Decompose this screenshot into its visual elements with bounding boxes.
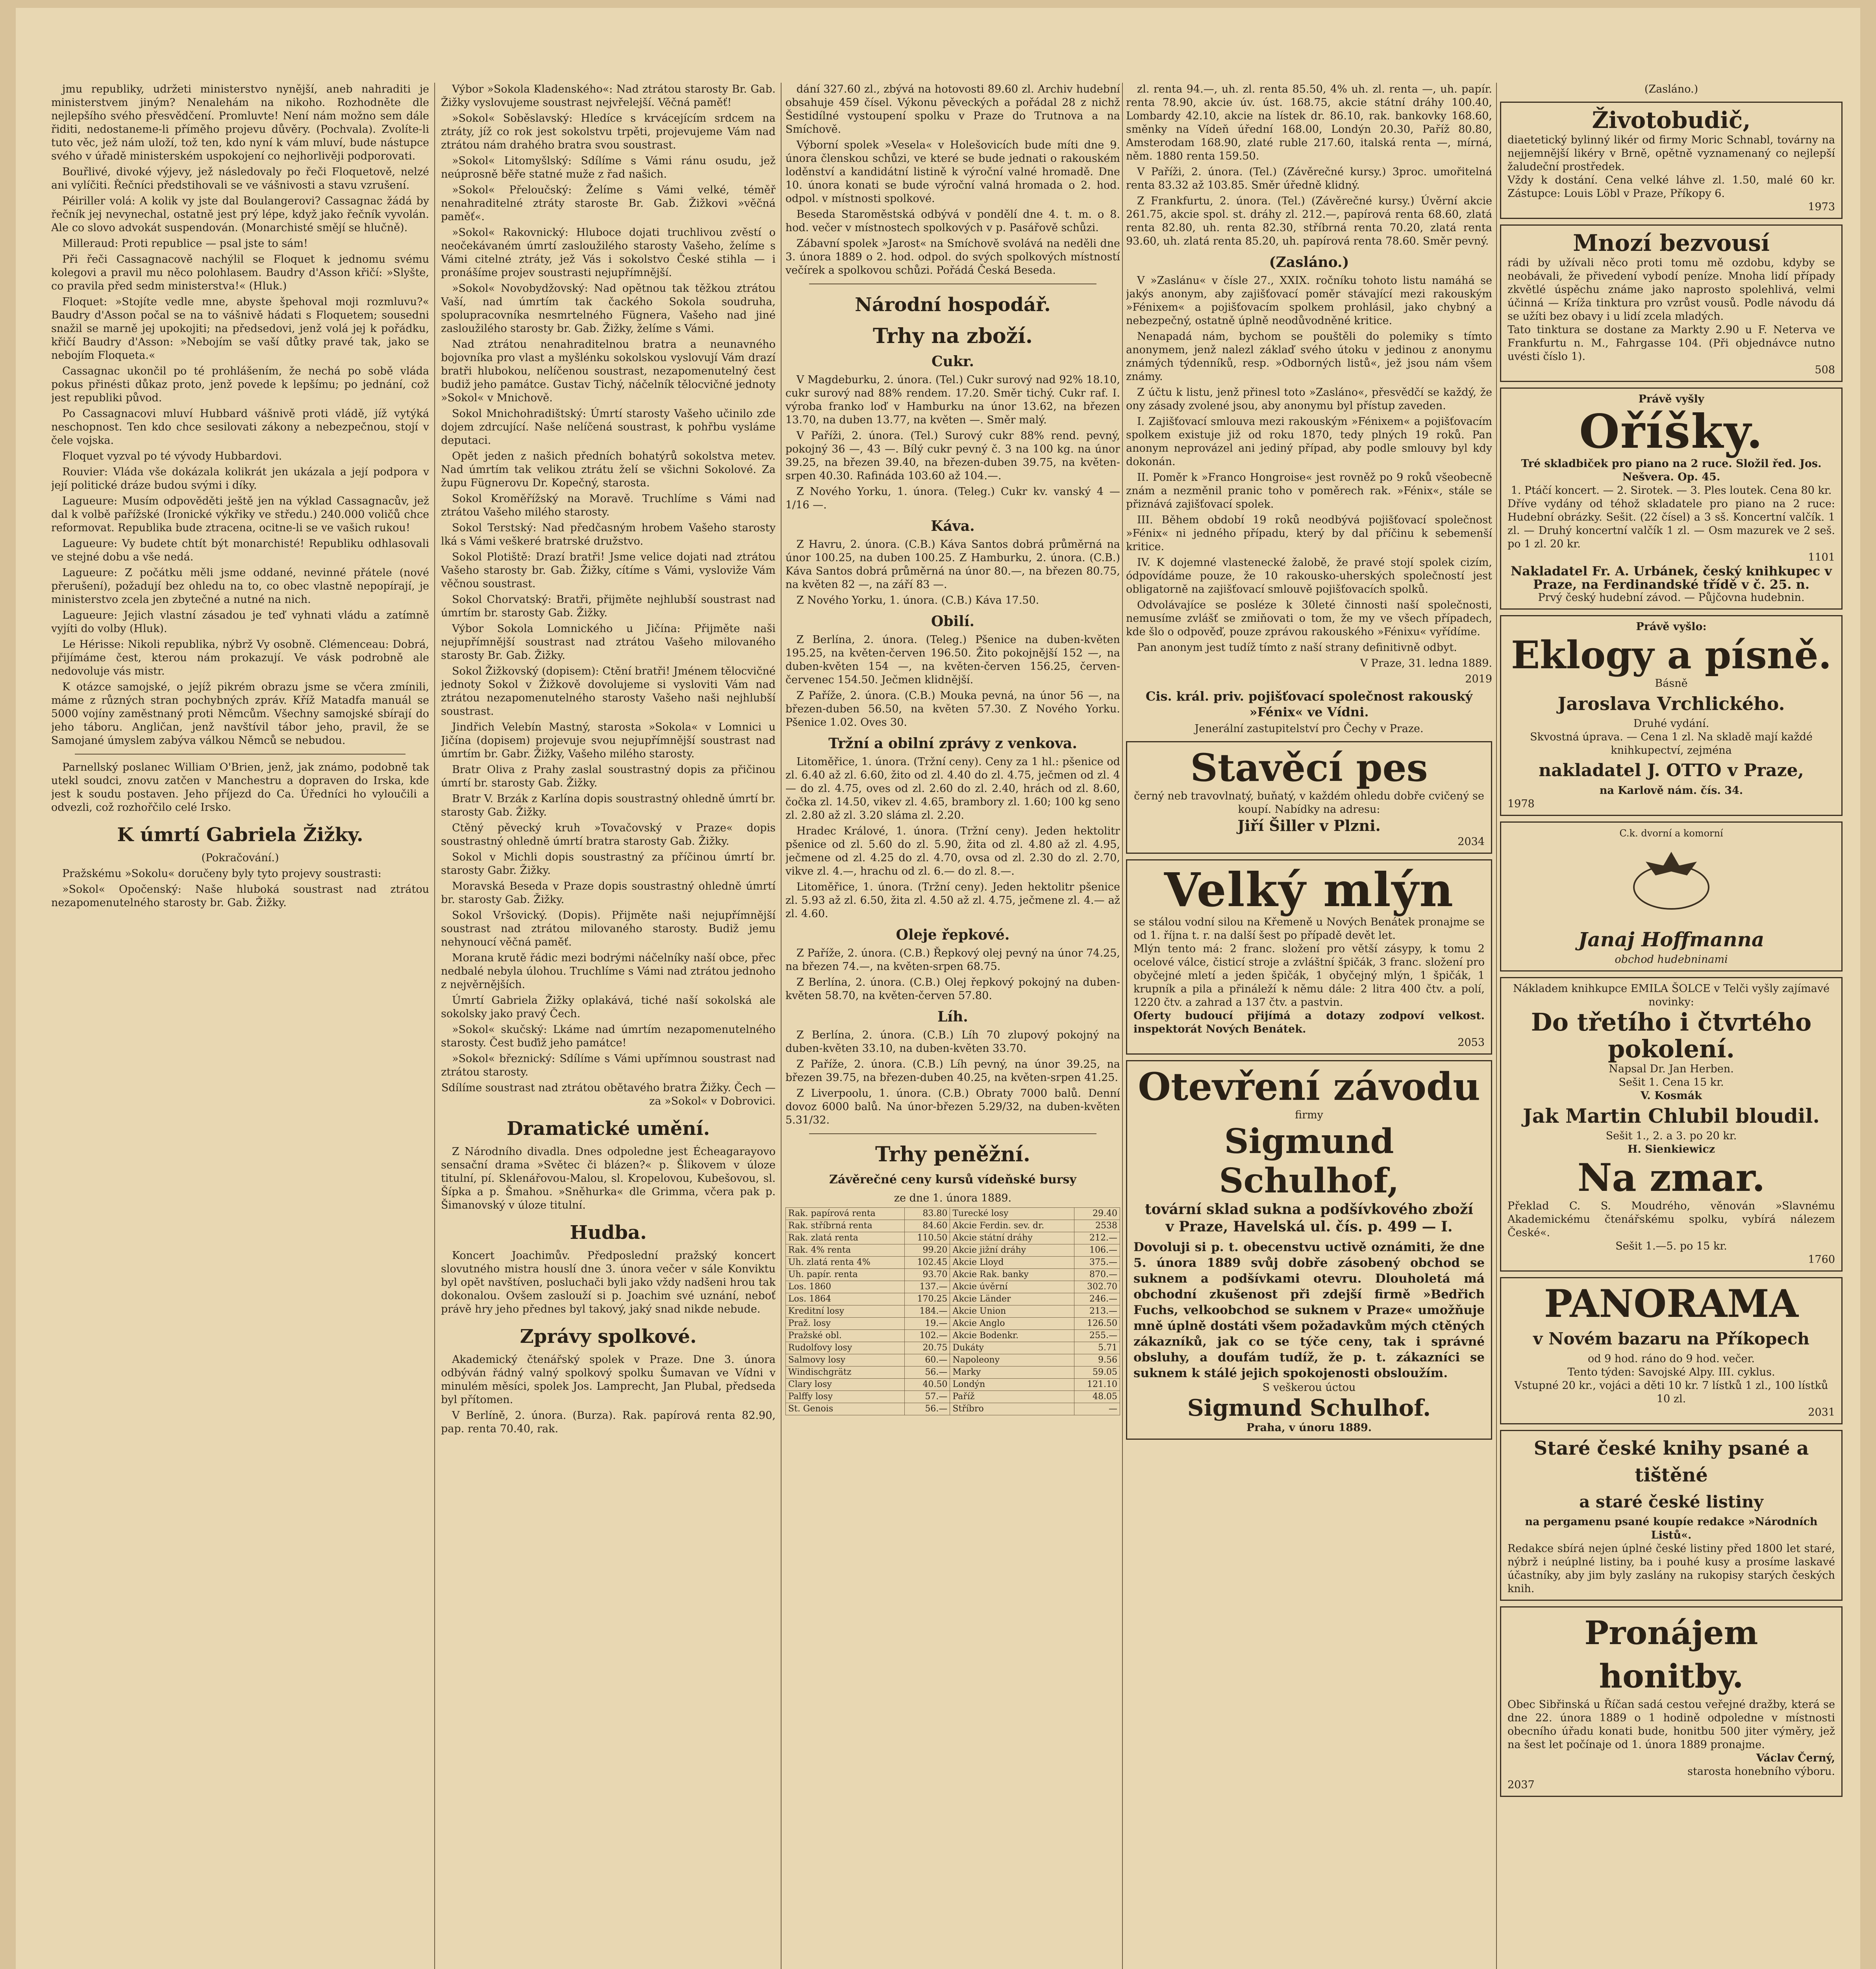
- table-cell-name: Clary losy: [786, 1379, 905, 1391]
- subsection-heading: Závěrečné ceny kursů vídeňské bursy: [829, 1173, 1076, 1187]
- table-cell-name: St. Genois: [786, 1403, 905, 1415]
- table-cell-value: 83.80: [904, 1208, 950, 1220]
- paragraph: Jindřich Velebín Mastný, starosta »Sokola« v Lomnici u Jičína (dopisem) projevuje svou nejupřímnější soustrast nad úmrtím br. Gabr. Žižky, Vašeho milého starosty.: [441, 721, 776, 760]
- column-2: [441, 83, 776, 1969]
- table-cell-name: Rak. zlatá renta: [786, 1232, 905, 1244]
- ad-text: rádi by užívali něco proti tomu mě ozdobu, kdyby se neobávali, že přivedení vybodí peníze. Mnoha lidí případy zkvětlé úspěchu známe jako naprosto spolehlivá, velmi účinná — Kríža tinktura pro vzrůst vousů. Podle návodu dá se užíti bez obavy i u lidí zcela mladých.: [1507, 257, 1835, 323]
- paragraph: Sdílíme soustrast nad ztrátou obětavého bratra Žižky. Čech — za »Sokol« v Dobrovici.: [441, 1082, 776, 1107]
- table-row: [786, 1232, 1120, 1244]
- table-cell-name: Kreditní losy: [786, 1305, 905, 1318]
- subsection-heading: Obilí.: [931, 613, 975, 630]
- table-cell-name: Akcie Rak. banky: [950, 1269, 1074, 1281]
- ad-text: Překlad C. S. Moudrého, věnován »Slavnému Akademickému čtenářskému spolku, vybírá nálezem České«.: [1507, 1200, 1835, 1239]
- ad-pre: Právě vyšlo:: [1636, 621, 1707, 633]
- ad-text: firmy: [1295, 1109, 1323, 1121]
- table-cell-value: 302.70: [1074, 1281, 1120, 1293]
- ad-address: v Praze, Havelská ul. čís. p. 499 — I.: [1165, 1218, 1453, 1235]
- table-row: [786, 1342, 1120, 1354]
- ad-text: Vždy k dostání. Cena velké láhve zl. 1.50, malé 60 kr. Zástupce: Louis Löbl v Praze, Příkopy 6.: [1507, 174, 1835, 200]
- ad-eklogy: [1500, 615, 1843, 816]
- paragraph: V Paříži, 2. února. (Tel.) (Závěrečné kursy.) 3proc. umořitelná renta 83.32 až 103.85. Směr úředně klidný.: [1126, 166, 1492, 191]
- ad-text: černý neb travovlnatý, buňatý, v každém ohledu dobře cvičený se koupí. Nabídky na adresu:: [1134, 790, 1484, 816]
- paragraph: »Sokol« Novobydžovský: Nad opětnou tak těžkou ztrátou Vaší, nad úmrtím tak čackého Sokola soudruha, spolupracovníka nesmrtelného Fügnera, Vašeho nad jiné zasloužilého starosty br. Gab. Žižky, želíme s Vámi.: [441, 282, 776, 335]
- paragraph: dání 327.60 zl., zbývá na hotovosti 89.60 zl. Archiv hudební obsahuje 459 čísel. Výkonu pěveckých a pořádal 28 z nichž Šestidílné vystoupení spolku v Praze do Trutnova a na Smíchově.: [785, 83, 1120, 135]
- table-cell-name: Uh. papír. renta: [786, 1269, 905, 1281]
- ad-text: Tato tinktura se dostane za Markty 2.90 u F. Neterva ve Frankfurtu n. M., Fahrgasse 104. (Při objednávce nutno uvésti číslo 1).: [1507, 324, 1835, 363]
- ad-sub: a staré české listiny: [1579, 1492, 1763, 1511]
- table-cell-value: 59.05: [1074, 1366, 1120, 1379]
- ad-signature: Sigmund Schulhof.: [1187, 1394, 1431, 1421]
- paragraph: »Sokol« březnický: Sdílíme s Vámi upřímnou soustrast nad ztrátou starosty.: [441, 1053, 776, 1078]
- paragraph: Lagueure: Jejich vlastní zásadou je teď vyhnati vládu a zatímně vyjíti do volby (Hluk).: [51, 609, 429, 635]
- ad-solc: [1500, 977, 1843, 1272]
- table-row: [786, 1305, 1120, 1318]
- subsection-heading: Oleje řepkové.: [896, 927, 1010, 943]
- ad-title: PANORAMA: [1544, 1281, 1799, 1326]
- paragraph: Lagueure: Z počátku měli jsme oddané, nevinné přátele (nové přerušení), požadují bez ohledu na to, co obec vlastně nepopírají, je ministerstvo zcela jen zbytečné a nutné na nich.: [51, 567, 429, 606]
- ad-brand: Janaj Hoffmanna: [1578, 928, 1765, 951]
- paragraph: Při řeči Cassagnacově nachýlil se Floquet k jednomu svému kolegovi a pravil mu něco polohlasem. Baudry d'Asson křičí: »Slyšte, co pravila před sedm ministerstva!« (Hluk.): [51, 253, 429, 292]
- table-row: [786, 1330, 1120, 1342]
- ad-text: Skvostná úprava. — Cena 1 zl. Na skladě mají každé knihkupectví, zejména: [1530, 731, 1813, 756]
- table-cell-name: Stříbro: [950, 1403, 1074, 1415]
- ad-text: na pergamenu psané koupíe redakce »Národních Listů«.: [1525, 1516, 1818, 1541]
- newspaper-page: [16, 8, 1860, 1969]
- ad-title: Na zmar.: [1577, 1155, 1765, 1200]
- paragraph: Parnellský poslanec William O'Brien, jenž, jak známo, podobně tak utekl soudci, znovu zatčen v Manchestru a dopraven do Irska, kde jest k soudu postaven. Jeho příjezd do Ca. Úředníci ho vyloučili a odvezli, což rozhořčilo celé Irsko.: [51, 761, 429, 814]
- ad-orisky: [1500, 387, 1843, 610]
- ad-pronajem-honitby: [1500, 1606, 1843, 1797]
- table-cell-name: Windischgrätz: [786, 1366, 905, 1379]
- table-cell-value: 212.—: [1074, 1232, 1120, 1244]
- ad-pre: Právě vyšly: [1638, 393, 1704, 405]
- ad-price: Sešit 1.—5. po 15 kr.: [1615, 1240, 1727, 1252]
- ad-date: Praha, v únoru 1889.: [1246, 1422, 1372, 1434]
- paragraph: Z účtu k listu, jenž přinesl toto »Zasláno«, přesvědčí se každý, že ony zásady zvolené jsou, aby anonymu byl přístup zaveden.: [1126, 386, 1492, 412]
- ad-price: Vstupné 20 kr., vojáci a děti 10 kr. 7 lístků 1 zl., 100 lístků 10 zl.: [1514, 1379, 1828, 1405]
- ad-text: Tento týden: Savojské Alpy. III. cyklus.: [1567, 1366, 1775, 1378]
- ad-number: 2031: [1808, 1406, 1835, 1418]
- paragraph: Z Paříže, 2. února. (C.B.) Líh pevný, na únor 39.25, na březen 39.75, na březen-duben 40.25, na květen-srpen 41.25.: [785, 1058, 1120, 1084]
- paragraph: »Sokol« Litomyšlský: Sdílíme s Vámi ránu osudu, jež neúprosně běře statné muže z řad našich.: [441, 155, 776, 180]
- table-cell-name: Akcie Ferdin. sev. dr.: [950, 1220, 1074, 1232]
- column-rule: [1496, 83, 1497, 1969]
- ad-title: Do třetího i čtvrtého pokolení.: [1531, 1008, 1812, 1063]
- ad-text: C.k. dvorní a komorní: [1619, 828, 1723, 839]
- section-heading: Hudba.: [570, 1222, 647, 1244]
- table-row: [786, 1220, 1120, 1232]
- paragraph: Milleraud: Proti republice — psal jste to sám!: [62, 237, 308, 250]
- table-row: [786, 1318, 1120, 1330]
- paragraph: Lagueure: Vy budete chtít být monarchisté! Republiku odhlasovali ve stejné dobu a vše nedá.: [51, 538, 429, 563]
- table-cell-value: 110.50: [904, 1232, 950, 1244]
- paragraph: Sokol Žižkovský (dopisem): Ctění bratři! Jménem tělocvičné jednoty Sokol v Žižkově dovolujeme si vysloviti Vám nad ztrátou nezapomenutelného starosty Vašeho naši nejhlubší soustrast.: [441, 665, 776, 718]
- paragraph: zl. renta 94.—, uh. zl. renta 85.50, 4% uh. zl. renta —, uh. papír. renta 78.90, akcie úv. úst. 168.75, akcie státní dráhy 100.40, Lombardy 42.10, akcie na lístek dr. 86.10, rak. bankovky 168.60, směnky na Vídeň úřední 168.00, Londýn 20.30, Paříž 80.80, Amsterodam 168.90, zlaté ruble 217.60, italská renta —, mírná, něm. 1880 renta 159.50.: [1126, 83, 1492, 162]
- paragraph: »Sokol« Opočenský: Naše hluboká soustrast nad ztrátou nezapomenutelného starosty br. Gab. Žižky.: [51, 883, 429, 909]
- table-cell-name: Turecké losy: [950, 1208, 1074, 1220]
- ad-text: Tré skladbiček pro piano na 2 ruce. Složil řed. Jos. Nešvera. Op. 45.: [1521, 458, 1822, 483]
- table-cell-value: 137.—: [904, 1281, 950, 1293]
- ad-text: Oferty budoucí přijímá a dotazy zodpoví velkost. inspektorát Nových Benátek.: [1133, 1010, 1485, 1035]
- signature: Cis. král. priv. pojišťovací společnost rakouský »Fénix« ve Vídni.: [1145, 689, 1473, 719]
- ad-name: Jiří Šiller v Plzni.: [1237, 817, 1381, 834]
- column-3: [785, 83, 1120, 1969]
- paragraph: Rouvier: Vláda vše dokázala kolikrát jen ukázala a její podpora v její politické dráze budou svými i díky.: [51, 466, 429, 491]
- table-cell-value: 20.75: [904, 1342, 950, 1354]
- subsection-heading: Cukr.: [932, 353, 974, 370]
- table-row: [786, 1269, 1120, 1281]
- ad-title: Mnozí bezvousí: [1573, 230, 1770, 256]
- table-cell-name: Palffy losy: [786, 1391, 905, 1403]
- paragraph: Z Berlína, 2. února. (C.B.) Líh 70 zlupový pokojný na duben-květen 33.10, na duben-květen 33.70.: [785, 1029, 1120, 1055]
- table-cell-value: 102.45: [904, 1257, 950, 1269]
- paragraph: Pražskému »Sokolu« doručeny byly tyto projevy soustrasti:: [62, 868, 381, 880]
- table-cell-name: Pražské obl.: [786, 1330, 905, 1342]
- table-cell-value: —: [1074, 1403, 1120, 1415]
- section-heading: Trhy na zboží.: [873, 324, 1033, 348]
- ad-title: Eklogy a písně.: [1511, 633, 1832, 677]
- table-cell-value: 170.25: [904, 1293, 950, 1305]
- ad-number: 508: [1815, 364, 1835, 376]
- paragraph: Koncert Joachimův. Předposlední pražský koncert slovutného mistra houslí dne 3. února večer v sále Konviktu byl opět navštíven, posluchači byli jako vždy nadšeni hrou tak dokonalou. Ovšem zaslouží si p. Joachim své uznání, neboť právě hry jeho přednes byl takový, jaký snad nikde nebude.: [441, 1250, 776, 1315]
- table-cell-name: Rak. papírová renta: [786, 1208, 905, 1220]
- column-4: [1126, 83, 1492, 1969]
- ad-velky-mlyn: [1126, 859, 1492, 1055]
- ad-title: Stavěcí pes: [1190, 745, 1428, 790]
- ad-signature: Václav Černý,: [1756, 1752, 1835, 1764]
- table-cell-name: Akcie Lloyd: [950, 1257, 1074, 1269]
- ad-title: Oříšky.: [1579, 404, 1764, 459]
- ad-by: Napsal Dr. Jan Herben.: [1609, 1063, 1734, 1075]
- paragraph: Floquet: »Stojíte vedle mne, abyste špehoval moji rozmluvu?« Baudry d'Asson počal se na to vášnivě hádati s Floquetem; sousedni snažil se marně jej upokojiti; na předsedovi, jenž volá jej k pořádku, křičí Baudry d'Asson: »Nebojím se vaší důtky pravé tak, jako se nebojím Floqueta.«: [51, 296, 429, 362]
- table-cell-value: 57.—: [904, 1391, 950, 1403]
- table-cell-value: 375.—: [1074, 1257, 1120, 1269]
- signature: Jenerální zastupitelství pro Čechy v Praze.: [1194, 723, 1424, 735]
- subsection-heading: Káva.: [931, 518, 975, 534]
- ad-number: 2053: [1457, 1036, 1485, 1049]
- ad-price: Sešit 1., 2. a 3. po 20 kr.: [1606, 1130, 1737, 1142]
- table-row: [786, 1354, 1120, 1366]
- table-cell-name: Uh. zlatá renta 4%: [786, 1257, 905, 1269]
- table-cell-name: Londýn: [950, 1379, 1074, 1391]
- paragraph: Pan anonym jest tudíž tímto z naší strany definitivně odbyt.: [1137, 642, 1457, 654]
- ad-stavaci-pes: [1126, 741, 1492, 854]
- table-cell-value: 2538: [1074, 1220, 1120, 1232]
- ad-bezvousi: [1500, 224, 1843, 382]
- paragraph: »Sokol« Soběslavský: Hledíce s krvácejícím srdcem na ztráty, jíž co rok jest sokolstvu trpěti, projevujeme Vám nad ztrátou nám drahého bratra svou soustrast.: [441, 112, 776, 151]
- ad-number: 1978: [1507, 798, 1535, 810]
- ad-number: 1973: [1808, 201, 1835, 213]
- paragraph: Akademický čtenářský spolek v Praze. Dne 3. února odbýván řádný valný spolkový spolku Šumavan ve Vídni v minulém měsíci, spolek Jos. Lamprecht, Jan Plubal, předseda byl přítomen.: [441, 1353, 776, 1406]
- ad-text: Redakce sbírá nejen úplné české listiny před 1800 let staré, nýbrž i neúplné listiny, ba i pouhé kusy a prosíme laskavé účastníky, aby jim byly zaslány na rukopisy starých českých knih.: [1507, 1543, 1835, 1595]
- ad-title: Životobudič,: [1592, 107, 1751, 133]
- table-cell-name: Paříž: [950, 1391, 1074, 1403]
- paragraph: III. Během období 19 roků neodbývá pojišťovací společnost »Fénix« ni jedného případu, který by dal příčinu k sebemenší kritice.: [1126, 514, 1492, 553]
- table-cell-name: Akcie Anglo: [950, 1318, 1074, 1330]
- column-5: [1500, 83, 1843, 1969]
- paragraph: Nenapadá nám, bychom se pouštěli do polemiky s tímto anonymem, jenž nalezl záklaď svého útoku v jedinou z anonymu známých týdenníků, resp. »Odborných listů«, jež jsou nám všem známy.: [1126, 330, 1492, 383]
- paragraph: Z Berlína, 2. února. (C.B.) Olej řepkový pokojný na duben-květen 58.70, na květen-červen 57.80.: [785, 976, 1120, 1002]
- table-cell-name: Praž. losy: [786, 1318, 905, 1330]
- table-cell-name: Salmovy losy: [786, 1354, 905, 1366]
- ad-number: 1101: [1808, 551, 1835, 564]
- table-cell-value: 870.—: [1074, 1269, 1120, 1281]
- ad-number: 2034: [1457, 836, 1485, 848]
- ad-text: od 9 hod. ráno do 9 hod. večer.: [1587, 1353, 1755, 1365]
- paragraph: V Paříži, 2. února. (Tel.) Surový cukr 88% rend. pevný, pokojný 36 —, 43 —. Bílý cukr pevný č. 3 na 100 kg. na únor 39.25, na březen 39.40, na březen-duben 39.75, na květen-srpen 40.30. Rafináda 103.60 až 104.—.: [785, 430, 1120, 482]
- paragraph: Lagueure: Musím odpověděti ještě jen na výklad Cassagnacův, jež dal k volbě pařížské (Ironické výkřiky ve středu.) 240.000 voličů chce reformovat. Republika bude ztracena, ocitne-li se ve vašich rukou!: [51, 495, 429, 534]
- table-cell-name: Akcie jižní dráhy: [950, 1244, 1074, 1257]
- table-cell-name: Marky: [950, 1366, 1074, 1379]
- paragraph: Z Havru, 2. února. (C.B.) Káva Santos dobrá průměrná na únor 100.25, na duben 100.25. Z Hamburku, 2. února. (C.B.) Káva Santos dobrá průměrná na únor 80.—, na březen 80.75, na květen 82 —, na září 83 —.: [785, 538, 1120, 591]
- paragraph: II. Poměr k »Franco Hongroise« jest rovněž po 9 roků všeobecně znám a nezměnil pranic toho v poměrech rak. »Fénix«, stále se přiznává zajišťovací spolek.: [1126, 471, 1492, 510]
- table-cell-value: 29.40: [1074, 1208, 1120, 1220]
- table-cell-value: 48.05: [1074, 1391, 1120, 1403]
- paragraph: Sokol Kroměřížský na Moravě. Truchlíme s Vámi nad ztrátou Vašeho milého starosty.: [441, 493, 776, 518]
- ad-sub: v Novém bazaru na Příkopech: [1533, 1329, 1809, 1348]
- table-cell-name: Los. 1860: [786, 1281, 905, 1293]
- paragraph: Z Nového Yorku, 1. února. (Teleg.) Cukr kv. vanský 4 — 1/16 —.: [785, 486, 1120, 511]
- paragraph: Z Paříže, 2. února. (C.B.) Řepkový olej pevný na únor 74.25, na březen 74.—, na květen-srpen 68.75.: [785, 947, 1120, 973]
- paragraph: Sokol v Michli dopis soustrastný za příčinou úmrtí br. starosty Gabr. Žižky.: [441, 851, 776, 877]
- paragraph: Z Liverpoolu, 1. února. (C.B.) Obraty 7000 balů. Denní dovoz 6000 balů. Na únor-březen 5.29/32, na duben-květen 5.31/32.: [785, 1087, 1120, 1126]
- paragraph: Ctěný pěvecký kruh »Tovačovský v Praze« dopis soustrastný ohledně úmrtí bratra starosty Gab. Žižky.: [441, 822, 776, 847]
- paragraph: Nad ztrátou nenahraditelnou bratra a neunavného bojovníka pro vlast a myšlénku sokolskou vyslovují Vám drazí bratři hlubokou, nelíčenou soustrast, nezapomenutelný čest budiž jeho památce. Gustav Tichý, náčelník tělocvičné jednoty »Sokol« v Mnichově.: [441, 338, 776, 404]
- paragraph: K otázce samojské, o jejíž pikrém obrazu jsme se včera zmínili, máme z různých stran pochybných zpráv. Kříž Matadfa manuál se 5000 vojíny zaměstnaný proti Němcům. Všechny samojské sbírají do jeho táboru. Angličan, jenž navštívil tábor jeho, pravil, že se Samojané úmyslem zabýva válkou Němců se nebudou.: [51, 681, 429, 747]
- section-heading: Národní hospodář.: [855, 294, 1051, 316]
- imperial-eagle-icon: [1612, 844, 1730, 919]
- paragraph: Le Hérisse: Nikoli republika, nýbrž Vy osobně. Clémenceau: Dobrá, přijímáme čest, kterou nám prokazují. Ve vásk podrobně ale nedovoluje vás mistr.: [51, 638, 429, 677]
- paragraph: Bouřlivé, divoké výjevy, jež následovaly po řeči Floquetově, nelzé ani vylíčiti. Řečníci předstihovali se ve vášnivosti a stavu vzrušení.: [51, 166, 429, 191]
- date-line: V Praze, 31. ledna 1889.: [1360, 657, 1492, 669]
- paragraph: »Sokol« Přeloučský: Želíme s Vámi velké, téměř nenahraditelné ztráty staroste Br. Gab. Žižkovi »věčná paměť«.: [441, 184, 776, 223]
- table-cell-value: 56.—: [904, 1403, 950, 1415]
- column-rule: [434, 83, 435, 1969]
- paragraph: Výborní spolek »Vesela« v Holešovicích bude míti dne 9. února členskou schůzi, ve které se bude jednati o rakouském loděnství a kandidátní listině k výroční valné hromadě. Dne 10. února konati se bude výroční valná hromada o 2. hod. odpol. v místnosti spolkové.: [785, 139, 1120, 205]
- table-cell-value: 246.—: [1074, 1293, 1120, 1305]
- paragraph: Sokol Terstský: Nad předčasným hrobem Vašeho starosty lká s Vámi veškeré bratrské družstvo.: [441, 522, 776, 547]
- paragraph: Moravská Beseda v Praze dopis soustrastný ohledně úmrtí br. starosty Gab. Žižky.: [441, 880, 776, 906]
- table-cell-value: 106.—: [1074, 1244, 1120, 1257]
- table-cell-value: 60.—: [904, 1354, 950, 1366]
- ad-author: H. Sienkiewicz: [1627, 1143, 1715, 1155]
- paragraph: Litoměřice, 1. února. (Tržní ceny). Ceny za 1 hl.: pšenice od zl. 6.40 až zl. 6.60, žito od zl. 4.40 do zl. 4.75, ječmen od zl. 4 — do zl. 4.75, oves od zl. 2.60 do zl. 2.40, hrách od zl. 8.60, čočka zl. 14.50, vikev zl. 4.65, brambory zl. 1.60; 100 kg seno zl. 2.80 až zl. 3.20 sláma zl. 2.20.: [785, 756, 1120, 821]
- ad-stare-knihy: [1500, 1430, 1843, 1601]
- table-cell-name: Akcie Union: [950, 1305, 1074, 1318]
- paragraph: Sokol Vršovický. (Dopis). Přijměte naši nejupřímnější soustrast nad ztrátou milovaného starosty. Budiž jemu nehynoucí věčná paměť.: [441, 909, 776, 948]
- paragraph: Bratr V. Brzák z Karlína dopis soustrastný ohledně úmrtí br. starosty Gab. Žižky.: [441, 793, 776, 818]
- ad-number: 1760: [1808, 1253, 1835, 1266]
- paragraph: Péiriller volá: A kolik vy jste dal Boulangerovi? Cassagnac žádá by řečník jej nevynechal, ostatně jest prý lépe, když jako řečník vyvolán. Ale co slovo advokát suspendován. (Monarchisté smějí se hlučně).: [51, 195, 429, 234]
- ad-author: Jaroslava Vrchlického.: [1557, 693, 1785, 714]
- table-cell-value: 102.—: [904, 1330, 950, 1342]
- column-rule: [1122, 83, 1123, 1969]
- paragraph: Litoměřice, 1. února. (Tržní ceny). Jeden hektolitr pšenice zl. 5.93 až zl. 6.50, žita zl. 4.50 až zl. 4.75, ječmene zl. 4.— až zl. 4.60.: [785, 881, 1120, 920]
- paragraph: Floquet vyzval po té vývody Hubbardovi.: [62, 450, 282, 462]
- table-cell-value: 5.71: [1074, 1342, 1120, 1354]
- table-cell-name: Akcie Länder: [950, 1293, 1074, 1305]
- table-row: [786, 1293, 1120, 1305]
- table-row: [786, 1403, 1120, 1415]
- paragraph: Cassagnac ukončil po té prohlášením, že nechá po sobě vláda pokus přinésti důkaz proto, jenž povede k lepšímu; po jednání, což jest republiki původ.: [51, 365, 429, 404]
- table-cell-name: Akcie státní dráhy: [950, 1232, 1074, 1244]
- ad-price: Sešit 1. Cena 15 kr.: [1619, 1076, 1724, 1088]
- paragraph: Z Frankfurtu, 2. února. (Tel.) (Závěrečné kursy.) Úvěrní akcie 261.75, akcie spol. st. dráhy zl. 212.—, papírová renta 68.60, zlatá renta 82.80, uh. renta 82.30, stříbrná renta 70.20, zlatá renta 93.60, uh. zlatá renta 85.20, uh. papírová renta 78.60. Směr pevný.: [1126, 195, 1492, 247]
- table-cell-value: 9.56: [1074, 1354, 1120, 1366]
- paragraph: Bratr Oliva z Prahy zaslal soustrastný dopis za přičinou úmrtí br. starosty Gab. Žižky.: [441, 764, 776, 789]
- subsection-heading: Líh.: [937, 1009, 968, 1025]
- paragraph: Po Cassagnacovi mluví Hubbard vášnivě proti vládě, jíž vytýká neschopnost. Ten kdo chce sesilovati zákony a nebezpečnou, stojí v čele vojska.: [51, 408, 429, 447]
- paragraph: »Sokol« Rakovnický: Hluboce dojati truchlivou zvěstí o neočekávaném úmrtí zasloužilého starosty Vašeho, želíme s Vámi citelné ztráty, jež Vás i sokolstvo České stihla — i pronášíme projev soustrasti nejupřímnější.: [441, 226, 776, 279]
- table-row: [786, 1281, 1120, 1293]
- ad-text: Mlýn tento má: 2 franc. složení pro větší zásypy, k tomu 2 ocelové válce, čisticí stroje a zvláštní špičák, 3 franc. složení pro obyčejné mletí a jeden špičák, 1 obyčejný mlýn, 1 špičák, 1 krupník a pila a přináleží k němu dále: 2 litra 400 čtv. a polí, 1220 čtv. a zahrad a 137 čtv. a pastvin.: [1133, 943, 1485, 1009]
- column-1: [51, 83, 429, 1969]
- ad-title: Jak Martin Chlubil bloudil.: [1523, 1104, 1820, 1127]
- ad-otevreni-zavodu: [1126, 1060, 1492, 1440]
- ad-role: starosta honebního výboru.: [1687, 1765, 1835, 1778]
- ad-text: 1. Ptáčí koncert. — 2. Sirotek. — 3. Ples loutek. Cena 80 kr.: [1511, 484, 1832, 497]
- paragraph: I. Zajišťovací smlouva mezi rakouským »Fénixem« a pojišťovacím spolkem existuje již od roku 1870, tedy plných 19 roků. Pan anonym neprovázel ani jediný případ, aby podle smlouvy byl kdy dokonán.: [1126, 415, 1492, 468]
- paragraph: Odvolávajíce se posléze k 30leté činnosti naší společnosti, nemusíme zvlášť se zmiňovati o tom, že my ve všech případech, kde šlo o odpověď, pouze zprávou rakouského »Fénixu« vyřídíme.: [1126, 599, 1492, 638]
- table-cell-value: 93.70: [904, 1269, 950, 1281]
- table-cell-name: Akcie úvěrní: [950, 1281, 1074, 1293]
- table-cell-value: 56.—: [904, 1366, 950, 1379]
- ad-title: Pronájem honitby.: [1584, 1614, 1758, 1695]
- ad-hoffmann: [1500, 821, 1843, 972]
- section-label: (Zasláno.): [1644, 83, 1698, 95]
- section-subheading: (Pokračování.): [201, 852, 279, 864]
- table-cell-name: Dukáty: [950, 1342, 1074, 1354]
- paragraph: Beseda Staroměstská odbývá v pondělí dne 4. t. m. o 8. hod. večer v místnostech spolkových v p. Pasářově schůzi.: [785, 208, 1120, 234]
- paragraph: IV. K dojemné vlastenecké žalobě, že pravé stojí spolek cizím, ódpovídáme pouze, že 10 rakousko-uherských společností jest obligatorně na zajišťovací smlouvě pojišťovacích spolků.: [1126, 556, 1492, 595]
- ad-pre: Nákladem knihkupce EMILA ŠOLCE v Telči vyšly zajímavé novinky:: [1513, 983, 1830, 1008]
- table-cell-name: Rudolfovy losy: [786, 1342, 905, 1354]
- subsection-heading: Tržní a obilní zprávy z venkova.: [828, 735, 1077, 752]
- section-heading: Trhy peněžní.: [875, 1142, 1030, 1166]
- bourse-table: [785, 1207, 1120, 1415]
- paragraph: Výbor »Sokola Kladenského«: Nad ztrátou starosty Br. Gab. Žižky vyslovujeme soustrast nejvřelejší. Věčná paměť!: [441, 83, 776, 109]
- ad-subtitle: tovární sklad sukna a podšívkového zboží: [1145, 1201, 1473, 1218]
- paragraph: Hradec Králové, 1. února. (Tržní ceny). Jeden hektolitr pšenice od zl. 5.60 do zl. 5.90, žita od zl. 4.80 až zl. 4.95, ječmene od zl. 4.25 do zl. 4.70, ovsa od zl. 2.30 do zl. 2.70, vikve zl. 4.—, hrachu od zl. 6.— do zl. 8.—.: [785, 825, 1120, 877]
- ad-text: diaetetický bylinný likér od firmy Moric Schnabl, továrny na nejjemnější likéry v Brně, opětně vyznamenaný co nejlepší žaludeční prostředek.: [1507, 134, 1835, 173]
- table-cell-name: Rak. stříbrná renta: [786, 1220, 905, 1232]
- table-cell-value: 255.—: [1074, 1330, 1120, 1342]
- paragraph: Úmrtí Gabriela Žižky oplakává, tiché naší sokolská ale sokolsky jako pravý Čech.: [441, 994, 776, 1020]
- paragraph: V Berlíně, 2. února. (Burza). Rak. papírová renta 82.90, pap. renta 70.40, rak.: [441, 1409, 776, 1435]
- table-cell-name: Los. 1864: [786, 1293, 905, 1305]
- paragraph: V Magdeburku, 2. února. (Tel.) Cukr surový nad 92% 18.10, cukr surový nad 88% rendem. 17.20. Směr tichý. Cukr raf. I. výroba franko loď v Hamburku na únor 13.62, na březen 13.70, na duben 13.77, na květen —. Směr malý.: [785, 374, 1120, 426]
- table-row: [786, 1379, 1120, 1391]
- ad-author: V. Kosmák: [1641, 1090, 1702, 1102]
- paragraph: »Sokol« skučský: Lkáme nad úmrtím nezapomenutelného starosty. Čest buďiž jeho památce!: [441, 1023, 776, 1049]
- paragraph: Sokol Mnichohradištský: Úmrtí starosty Vašeho učinilo zde dojem zdrcující. Naše nelíčená soustrast, k pohřbu vysláme deputaci.: [441, 408, 776, 447]
- paragraph: Opět jeden z našich předních bohatýrů sokolstva metev. Nad úmrtím tak velikou ztrátu želí se všichni Sokolové. Za župu Fügnerovu Dr. Kopečný, starosta.: [441, 450, 776, 489]
- ad-publisher: nakladatel J. OTTO v Praze,: [1539, 760, 1804, 781]
- ad-brand: Sigmund Schulhof,: [1219, 1122, 1399, 1201]
- paragraph: Sokol Chorvatský: Bratři, přijměte nejhlubší soustrast nad úmrtím br. starosty Gab. Žižky.: [441, 593, 776, 619]
- table-row: [786, 1257, 1120, 1269]
- ad-text: se stálou vodní silou na Křemeně u Nových Benátek pronajme se od 1. října t. r. na další šest po případě devět let.: [1133, 916, 1485, 942]
- table-cell-value: 84.60: [904, 1220, 950, 1232]
- paragraph: Morana krutě řádic mezi bodrými náčelníky naší obce, přec nedbalé nebyla úlohou. Truchlíme s Vámi nad ztrátou jednoho z nejvěrnějších.: [441, 952, 776, 991]
- ad-text: Druhé vydání.: [1633, 718, 1709, 730]
- ad-address: na Karlově nám. čís. 34.: [1599, 784, 1743, 797]
- paragraph: Výbor Sokola Lomnického u Jičína: Přijměte naši nejupřímnější soustrast nad ztrátou Vašeho milovaného starosty Br. Gab. Žižky.: [441, 623, 776, 662]
- separator: [75, 754, 406, 755]
- section-heading: K úmrtí Gabriela Žižky.: [117, 824, 363, 846]
- table-cell-value: 19.—: [904, 1318, 950, 1330]
- paragraph: Z Paříže, 2. února. (C.B.) Mouka pevná, na únor 56 —, na březen-duben 56.50, na květen 57.30. Z Nového Yorku. Pšenice 1.02. Oves 30.: [785, 690, 1120, 729]
- ad-text: Prvý český hudební závod. — Půjčovna hudebnin.: [1538, 591, 1805, 604]
- ad-text: Dříve vydány od téhož skladatele pro piano na 2 ruce: Hudební obrázky. Sešit. (22 čísel) a 3 sš. Koncertní valčík. 1 zl. — Druhý koncertní valčík 1 zl. — Osm mazurek ve 2 seš. po 1 zl. 20 kr.: [1507, 498, 1835, 550]
- ad-title: Otevření závodu: [1138, 1064, 1480, 1109]
- ad-text: Dovoluji si p. t. obecenstvu uctivě oznámiti, že dne 5. února 1889 svůj dobře zásobený obchod se suknem a podšívkami otevru. Dlouholetá má obchodní zkušenost při zdejší firmě »Bedřich Fuchs, velkoobchod se suknem v Praze« umožňuje mně úplně dostáti všem požadavkům mých ctěných zákazníků, jak co se týče ceny, tak i správné obsluhy, a doufám tudíž, že p. t. zákazníci se suknem k stálé jejich spokojenosti obsloužím.: [1133, 1240, 1485, 1380]
- table-row: [786, 1391, 1120, 1403]
- table-cell-name: Akcie Bodenkr.: [950, 1330, 1074, 1342]
- paragraph: Zábavní spolek »Jarost« na Smíchově svolává na neděli dne 3. února 1889 o 2. hod. odpol. do svých spolkových místností večírek a spolkovou schůzi. Pořádá Česká Beseda.: [785, 237, 1120, 276]
- ad-number: 2037: [1507, 1779, 1535, 1791]
- section-heading: (Zasláno.): [1269, 254, 1349, 271]
- table-cell-value: 213.—: [1074, 1305, 1120, 1318]
- paragraph: V »Zaslánu« v čísle 27., XXIX. ročníku tohoto listu namáhá se jakýs anonym, aby zajišťovací poměr stávající mezi rakouským »Fénixem« a pojišťovacím spolkem prohlásil, jako chybný a nebezpečný, ostatně úplně neodůvodněné kritice.: [1126, 274, 1492, 327]
- ad-publisher: Nakladatel Fr. A. Urbánek, český knihkupec v Praze, na Ferdinandské třídě v č. 25. n.: [1510, 564, 1832, 592]
- ad-text: Obec Sibřinská u Říčan sadá cestou veřejné dražby, která se dne 22. února 1889 o 1 hodině odpoledne v místnosti obecního úřadu konati bude, honitbu 500 jiter výměry, jež na šest let počínaje od 1. února 1889 pronajme.: [1507, 1698, 1835, 1751]
- ad-number: 2019: [1465, 673, 1492, 685]
- table-cell-name: Napoleony: [950, 1354, 1074, 1366]
- section-heading: Dramatické umění.: [506, 1118, 710, 1140]
- paragraph: Z Nového Yorku, 1. února. (C.B.) Káva 17.50.: [796, 594, 1039, 606]
- paragraph: Sokol Plotiště: Drazí bratři! Jsme velice dojati nad ztrátou Vašeho starosty br. Gab. Žižky, cítíme s Vámi, vysloviže Vám věčnou soustrast.: [441, 551, 776, 590]
- section-heading: Zprávy spolkové.: [520, 1326, 697, 1348]
- table-cell-value: 126.50: [1074, 1318, 1120, 1330]
- table-row: [786, 1208, 1120, 1220]
- ad-title: Velký mlýn: [1164, 862, 1454, 917]
- table-cell-value: 184.—: [904, 1305, 950, 1318]
- separator: [809, 1133, 1096, 1134]
- ad-sub: Básně: [1655, 677, 1688, 690]
- table-row: [786, 1366, 1120, 1379]
- table-cell-value: 40.50: [904, 1379, 950, 1391]
- table-cell-name: Rak. 4% renta: [786, 1244, 905, 1257]
- ad-text: S veškerou úctou: [1262, 1381, 1356, 1394]
- ad-sub: obchod hudebninami: [1615, 953, 1728, 966]
- table-cell-value: 121.10: [1074, 1379, 1120, 1391]
- column-rule: [781, 83, 782, 1969]
- paragraph: jmu republiky, udržeti ministerstvo nynější, aneb nahraditi je ministerstvem jiným? Nenalehám na nikoho. Rozhodněte dle nejlepšího svého přesvědčení. Promluvte! Není nám možno sem dále řiditi, nedostaneme-li příměho projevu důvěry. (Pochvala). Zvolíte-li tuto věc, jež nám uloží, tož ten, kdo nyní k vám mluví, bude nástupce svého v úřadě ministerském uspokojení co nejhorlivěji podporovati.: [51, 83, 429, 162]
- table-row: [786, 1244, 1120, 1257]
- table-cell-value: 99.20: [904, 1244, 950, 1257]
- ad-panorama: [1500, 1277, 1843, 1424]
- subsection-date: ze dne 1. února 1889.: [894, 1192, 1012, 1204]
- paragraph: Z Berlína, 2. února. (Teleg.) Pšenice na duben-květen 195.25, na květen-červen 196.50. Žito pokojnější 152 —, na duben-květen 154 —, na květen-červen 156.25, červen-červenec 154.50. Ječmen klidnější.: [785, 634, 1120, 686]
- paragraph: Z Národního divadla. Dnes odpoledne jest Écheagarayovo sensační drama »Světec či blázen?« p. Šlikovem v úloze titulní, pí. Sklenářovou-Malou, sl. Kropelovou, Kubešovou, sl. Šípka a p. Šmahou. »Sněhurka« dle Grimma, včera pak p. Šimanovský v úloze titulní.: [441, 1146, 776, 1211]
- ad-zivotobudic: [1500, 102, 1843, 219]
- ad-title: Staré české knihy psané a tištěné: [1533, 1437, 1809, 1486]
